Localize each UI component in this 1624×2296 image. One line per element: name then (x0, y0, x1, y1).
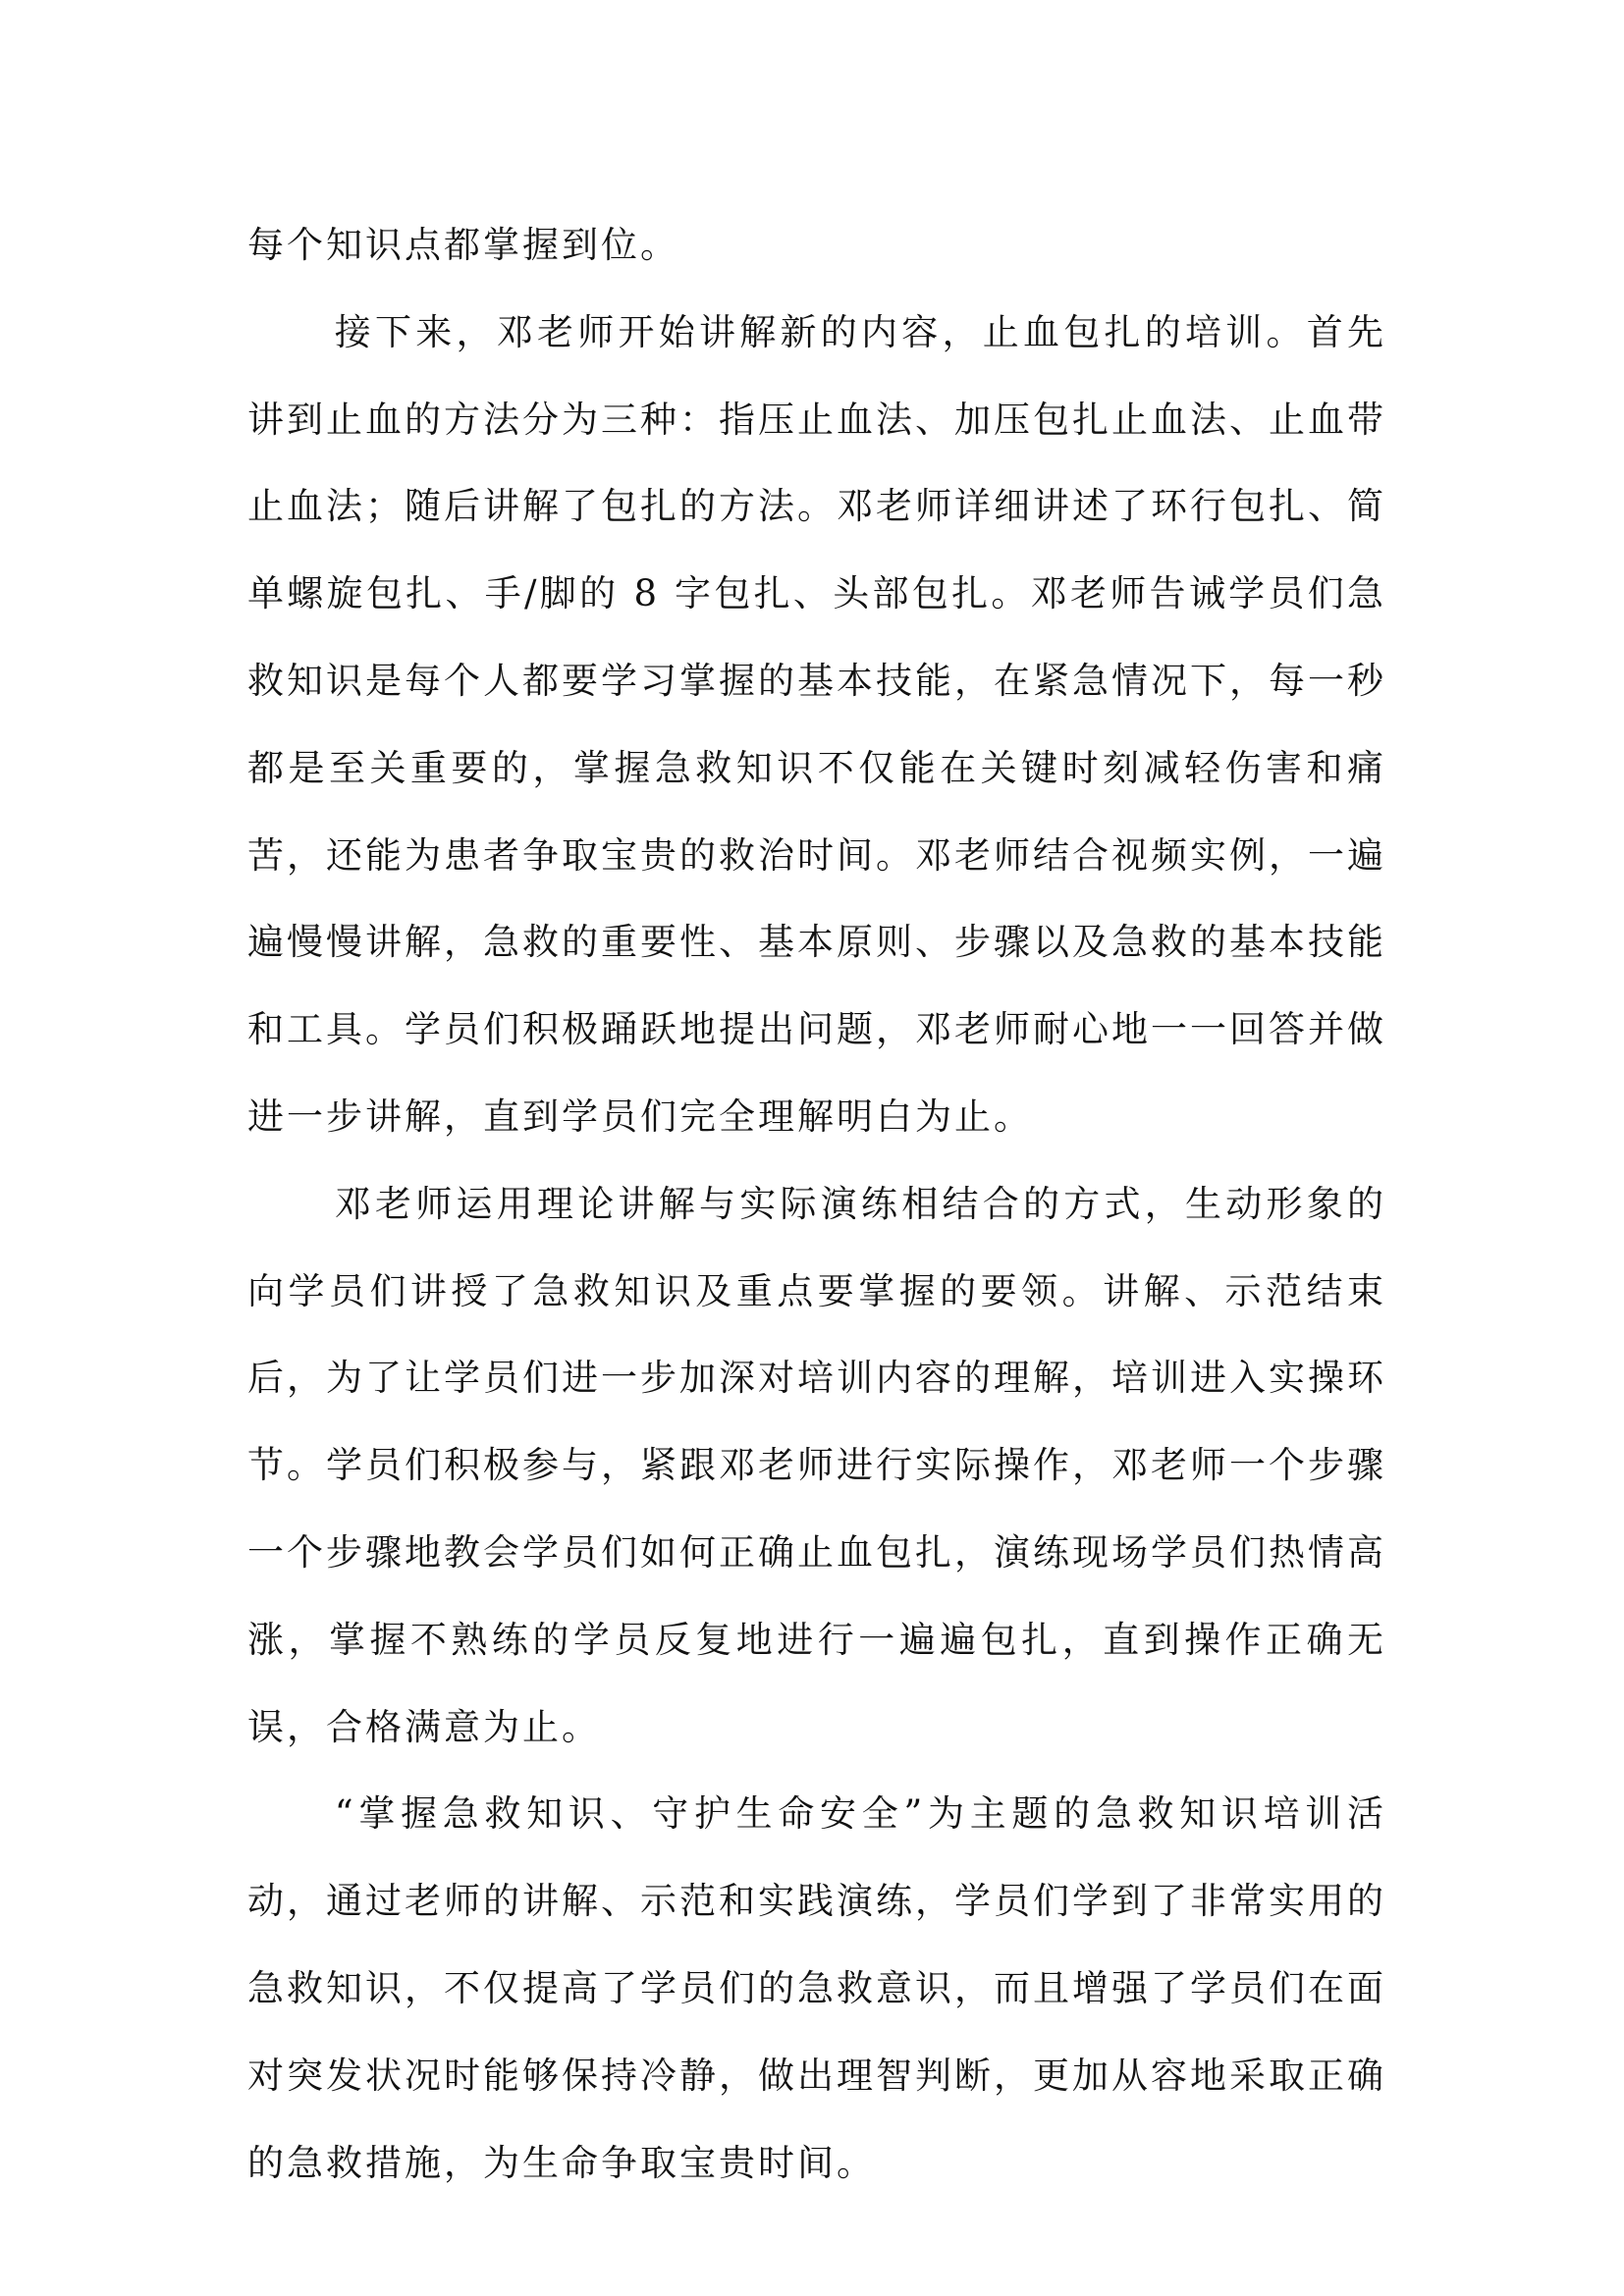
body-text (247, 202, 1386, 2207)
paragraph-summary: “掌握急救知识、守护生命安全”为主题的急救知识培训活动，通过老师的讲解、示范和实践演练，学员们学到了非常实用的急救知识，不仅提高了学员们的急救意识，而且增强了学员们在面对突发状况时能够保持冷静，做出理智判断，更加从容地采取正确的急救措施，为生命争取宝贵时间。 (247, 1792, 1386, 2184)
paragraph-practical-drill: 邓老师运用理论讲解与实际演练相结合的方式，生动形象的向学员们讲授了急救知识及重点要掌握的要领。讲解、示范结束后，为了让学员们进一步加深对培训内容的理解，培训进入实操环节。学员们积极参与，紧跟邓老师进行实际操作，邓老师一个步骤一个步骤地教会学员们如何正确止血包扎，演练现场学员们热情高涨，掌握不熟练的学员反复地进行一遍遍包扎，直到操作正确无误，合格满意为止。 (247, 1182, 1386, 1748)
paragraph-hemostasis-training: 接下来，邓老师开始讲解新的内容，止血包扎的培训。首先讲到止血的方法分为三种：指压止血法、加压包扎止血法、止血带止血法；随后讲解了包扎的方法。邓老师详细讲述了环行包扎、简单螺旋包扎、手/脚的 8 字包扎、头部包扎。邓老师告诫学员们急救知识是每个人都要学习掌握的基本技能，在紧急情况下，每一秒都是至关重要的，掌握急救知识不仅能在关键时刻减轻伤害和痛苦，还能为患者争取宝贵的救治时间。邓老师结合视频实例，一遍遍慢慢讲解，急救的重要性、基本原则、步骤以及急救的基本技能和工具。学员们积极踊跃地提出问题，邓老师耐心地一一回答并做进一步讲解，直到学员们完全理解明白为止。 (247, 310, 1386, 1138)
paragraph-continuation: 每个知识点都掌握到位。 (247, 224, 679, 266)
